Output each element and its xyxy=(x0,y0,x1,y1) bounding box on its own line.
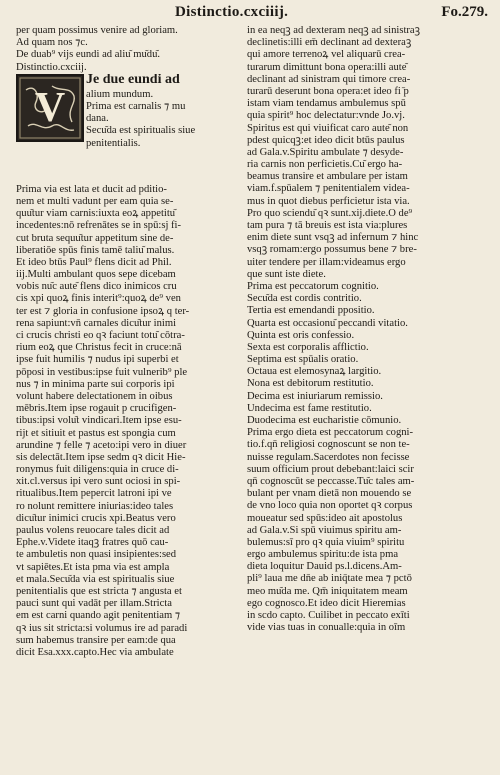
text-line: ci crucis christi eo qꝛ faciunt totu͂ cōtra- xyxy=(16,330,185,341)
running-header xyxy=(0,4,500,24)
text-line: Spiritus est qui viuificat caro aute͂ non xyxy=(247,122,409,134)
text-line: declinant ad sinistram qui timore crea- xyxy=(247,73,411,85)
text-line: dicu͂tur inimici crucis xpi.Beatus vero xyxy=(16,512,176,524)
left-text-lines xyxy=(16,184,248,659)
left-column xyxy=(16,25,248,770)
text-line: qn̄ cognoscūt se peccasse.Tu͂c tales am- xyxy=(247,475,415,487)
text-line: declinetis:illi em̄ declinant ad dexteraꝫ xyxy=(247,37,412,49)
right-column xyxy=(247,25,487,770)
text-line: Prima est peccatorum cognitio. xyxy=(247,280,379,292)
text-line: tio.f.qn̄ religiosi cognoscunt se non te- xyxy=(247,439,410,451)
text-line: ad Gala.v.Spiritu ambulate ⁊ desyde- xyxy=(247,146,404,158)
text-line: quu͂tur viam carnis:iuxta eoꝝ appetitu͂ xyxy=(16,208,176,220)
initial-text-line: Prima est carnalis ⁊ mu xyxy=(86,100,186,112)
text-line: ad Gala.v.Si spū viuimus spiritu am- xyxy=(247,524,402,536)
text-line: in ea neqꝫ ad dexteram neqꝫ ad sinistraꝫ xyxy=(247,25,421,36)
text-line: mēbris.Item ipse rogauit p crucifigen- xyxy=(16,403,177,415)
text-line: Decima est iniuriarum remissio. xyxy=(247,390,383,402)
text-line: Prima ergo dieta est peccatorum cogni- xyxy=(247,427,414,439)
decorated-initial-icon xyxy=(18,76,82,140)
text-line: Nona est debitorum restitutio. xyxy=(247,378,374,390)
left-top-lines xyxy=(16,25,248,74)
text-line: Septima est spūalis oratio. xyxy=(247,354,359,366)
right-text-lines xyxy=(247,25,487,634)
text-line: vt sapiētes.Et ista pma via est ampla xyxy=(16,561,170,573)
text-line: iij.Multi ambulant quos sepe dicebam xyxy=(16,269,176,281)
text-line: dicit Esa.xxx.capto.Hec via ambulate xyxy=(16,646,174,658)
text-line: paulus volens reuocare tales dicit ad xyxy=(16,525,170,536)
text-line: per quam possimus venire ad gloriam. xyxy=(16,25,178,36)
text-line: turarū deserunt bona opera:et ideo fi ̄p xyxy=(247,85,409,97)
text-line: ego cognosco.Et ideo dicit Hieremias xyxy=(247,597,406,609)
initial-lines xyxy=(86,74,248,150)
text-line: ritualibus.Item pepercit latroni ipi ve xyxy=(16,488,172,500)
text-line: moueatur sed spūs:ideo ait apostolus xyxy=(247,512,403,524)
text-line: sum habemus transire per eam:de qua xyxy=(16,634,176,646)
text-line: nuisse regulam.Sacerdotes non fecisse xyxy=(247,451,410,463)
initial-text-line: dana. xyxy=(86,113,109,125)
text-line: ergo ambulemus spiritu:de ista pma xyxy=(247,549,399,561)
text-line: ipse fuit humilis ⁊ nudus ipi superbi et xyxy=(16,354,179,366)
initial-text-line: Secu͂da est spiritualis siue xyxy=(86,125,196,137)
text-line: istam viam tendamus ambulemus spū xyxy=(247,98,406,110)
folio-number: Fo.279. xyxy=(441,4,488,20)
text-line: Sexta est corporalis afflictio. xyxy=(247,341,369,353)
text-line: De duab⁹ vijs eundi ad aliu͂ mu͂du͂. xyxy=(16,49,161,61)
text-line: vsqꝫ romam:ergo possumus bene ⁊ bre- xyxy=(247,244,417,256)
text-line: pauci sunt qui vadāt per illam.Stricta xyxy=(16,598,172,610)
text-line: sis delectāt.Item ipse sedm qꝛ dicit Hie- xyxy=(16,451,186,463)
text-line: nus ⁊ in minima parte sui corporis ipi xyxy=(16,378,175,390)
text-line: liberatiōe spūs finis tamē taliu͂ malus. xyxy=(16,244,175,256)
text-line: Secu͂da est cordis contritio. xyxy=(247,293,362,305)
text-line: ro nolunt remittere iniurias:ideo tales xyxy=(16,500,174,512)
text-line: Ephe.v.Videte itaqꝫ fratres quō cau- xyxy=(16,537,169,549)
text-line: bulant per vnam dietā non mouendo se xyxy=(247,488,412,500)
text-line: in scdo capto. Cuilibet in peccato exīti xyxy=(247,610,410,621)
text-line: nem et multi vadunt per eam quia se- xyxy=(16,195,174,207)
text-line: Distinctio.cxciij. xyxy=(16,61,87,73)
text-line: qui amore terrenoꝝ vel aliquarū crea- xyxy=(247,49,406,61)
text-line: rijt et sitiuit et pastus est spongia cum xyxy=(16,427,176,439)
text-line: Quarta est occasionu͂ peccandi vitatio. xyxy=(247,317,408,329)
text-line: Octaua est elemosynaꝝ largitio. xyxy=(247,366,382,378)
text-line: bulemus:sī pro qꝛ quia viuim⁹ spiritu xyxy=(247,536,405,548)
text-line: qꝛ ius sit stricta:si volumus ire ad paradi xyxy=(16,622,188,634)
text-line: de vno loco quia non oportet qꝛ corpus xyxy=(247,500,413,512)
initial-text-line: Je due eundi ad xyxy=(86,73,180,87)
text-line: incedentes:nō refrenātes se in spū:sj fi- xyxy=(16,220,182,232)
text-line: rium eoꝝ que Christus fecit in cruce:nā xyxy=(16,342,182,354)
initial-block xyxy=(16,74,248,184)
text-line: vide vias tuas in conualle:quia in oīm xyxy=(247,622,406,634)
text-line: rena sapiunt:vn̄ carnales dicu͂tur inimi xyxy=(16,317,177,329)
text-line: meo mu͂da me. Qm̄ iniquitatem meam xyxy=(247,585,408,597)
text-line: Ad quam nos ⁊c. xyxy=(16,37,88,49)
text-line: suum officium prout debebant:laici scir xyxy=(247,463,414,475)
text-line: viam.f.spūalem ⁊ penitentialem videa- xyxy=(247,183,410,195)
text-line: vobis nu͂c aute͂ flens dico inimicos cru xyxy=(16,281,177,293)
text-line: arundine ⁊ felle ⁊ aceto:ipi vero in diuer xyxy=(16,439,187,451)
text-line: xit.cl.versus ipi vero sunt ociosi in spi- xyxy=(16,476,181,488)
text-line: Duodecima est eucharistie cōmunio. xyxy=(247,415,402,426)
decorated-initial xyxy=(16,74,84,142)
text-line: dieta loquitur Dauid ps.l.dicens.Am- xyxy=(247,561,402,573)
initial-text-line: alium mundum. xyxy=(86,88,154,100)
text-line: te ambuletis non quasi insipientes:sed xyxy=(16,549,177,561)
text-line: cut bruta sequu͂tur appetitum sine de- xyxy=(16,232,174,244)
text-line: que sunt iste diete. xyxy=(247,268,326,280)
text-line: beamus transire et ambulare per istam xyxy=(247,171,408,183)
text-line: Pro quo sciendu͂ qꝛ sunt.xij.diete.O de⁹ xyxy=(247,207,413,219)
svg-text:V: V xyxy=(34,84,66,131)
text-line: ria carnis non perficietis.Cu͂ ergo ha- xyxy=(247,159,403,171)
text-line: turarum dimittunt bona opera:illi aute͂ xyxy=(247,61,407,73)
text-line: tibus:ipsi volu͂t vindicari.Item ipse esu- xyxy=(16,415,182,427)
text-line: ronymus fuit diligens:quia in cruce di- xyxy=(16,464,179,476)
text-line: mus in quot diebus perficietur ista via. xyxy=(247,195,410,207)
text-line: pōposi in vestibus:ipse fuit vulnerib⁹ ple xyxy=(16,366,188,378)
text-line: et mala.Secu͂da via est spiritualis siue xyxy=(16,573,175,585)
running-title: Distinctio.cxciiij. xyxy=(175,4,289,20)
text-line: uiter tendere per illam:videamus ergo xyxy=(247,256,406,268)
text-line: Tertia est emendandi ppositio. xyxy=(247,305,375,317)
initial-text-line: penitentialis. xyxy=(86,137,141,149)
text-line: pdest quicqꝫ:et ideo dicit btūs paulus xyxy=(247,134,405,146)
text-line: quia spirit⁹ hoc delectatur:vnde Jo.vj. xyxy=(247,110,405,122)
text-line: Quinta est oris confessio. xyxy=(247,329,355,341)
text-line: em est carni quando agit penitentiam ⁊ xyxy=(16,610,181,622)
text-line: volunt habere delectationem in oibus xyxy=(16,390,173,402)
text-line: Prima via est lata et ducit ad pditio- xyxy=(16,183,167,195)
text-line: cis xpi quoꝝ finis interit⁹:quoꝝ de⁹ ven xyxy=(16,293,181,305)
text-line: Undecima est fame restitutio. xyxy=(247,402,372,414)
text-line: penitentialis que est stricta ⁊ angusta et xyxy=(16,585,182,597)
text-line: enim diete sunt vsqꝫ ad infernum ⁊ hinc xyxy=(247,232,419,244)
text-line: tam pura ⁊ tā breuis est ista via:plures xyxy=(247,220,408,231)
text-line: ter est ⁊ gloria in confusione ipsoꝝ q ter- xyxy=(16,305,190,317)
text-line: Et ideo btūs Paul⁹ flens dicit ad Phil. xyxy=(16,256,172,268)
text-line: pli⁹ laua me dn̄e ab iniq̄tate mea ⁊ pctō xyxy=(247,573,412,585)
